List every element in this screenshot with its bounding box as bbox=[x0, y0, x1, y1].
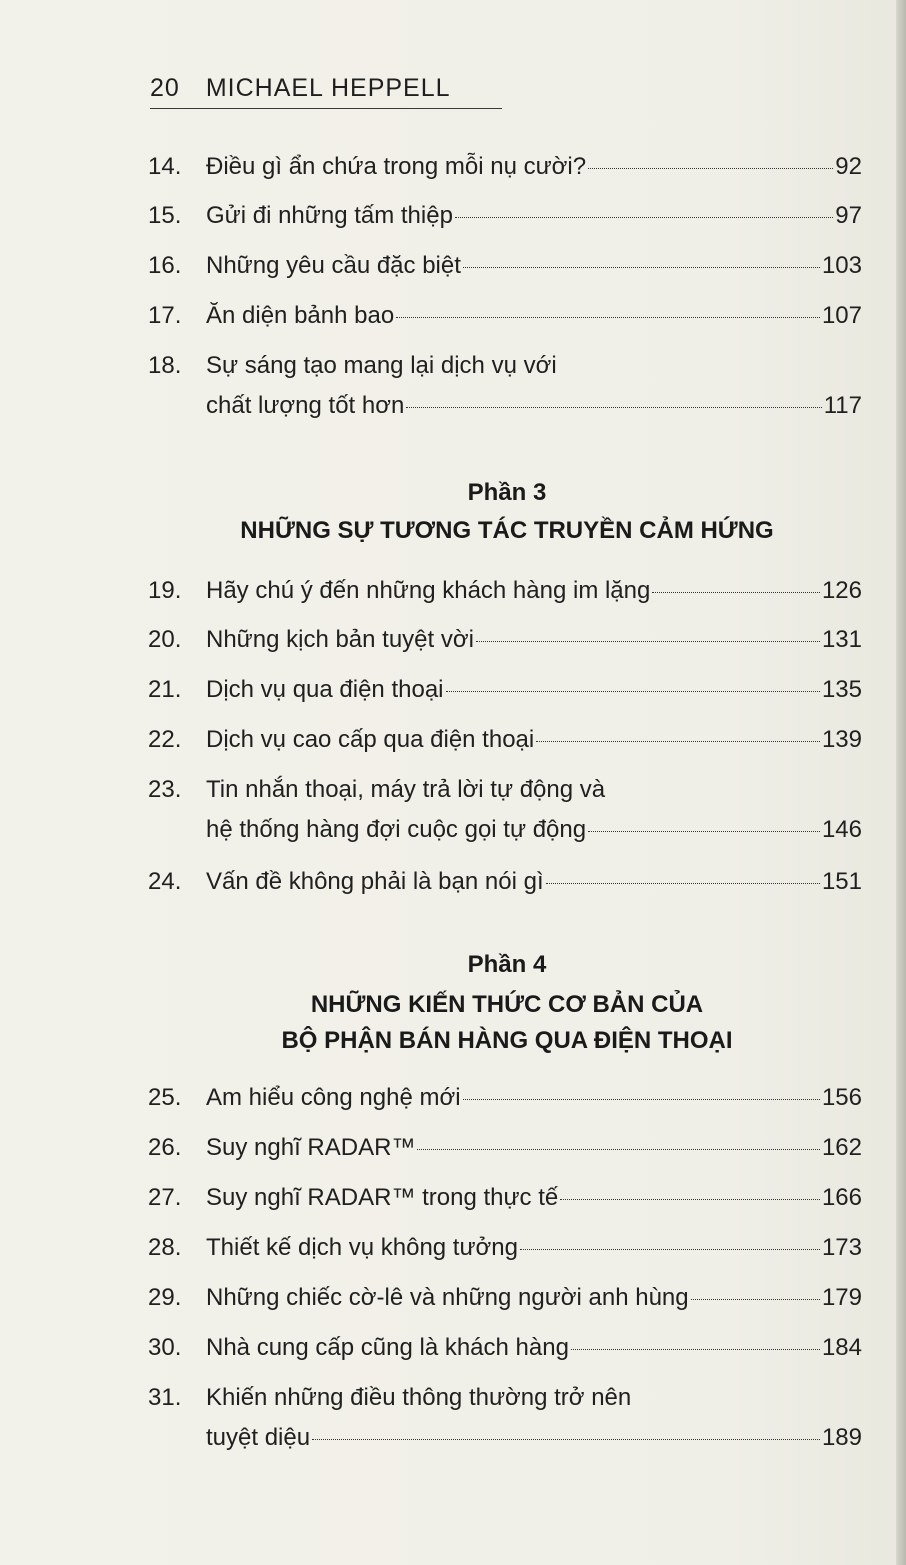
entry-page: 97 bbox=[835, 202, 862, 229]
dot-leader bbox=[536, 740, 820, 742]
entry-title: Điều gì ẩn chứa trong mỗi nụ cười? bbox=[206, 153, 587, 180]
entry-title-line-1: Sự sáng tạo mang lại dịch vụ với bbox=[206, 352, 557, 379]
entry-number: 25. bbox=[148, 1084, 182, 1111]
entry-page: 139 bbox=[821, 726, 862, 753]
entry-title: Những yêu cầu đặc biệt bbox=[206, 252, 461, 279]
page-number: 20 bbox=[150, 74, 180, 102]
dot-leader bbox=[312, 1438, 820, 1440]
entry-number: 24. bbox=[148, 868, 182, 895]
entry-number: 19. bbox=[148, 577, 182, 604]
entry-page: 184 bbox=[821, 1334, 862, 1361]
entry-title: Gửi đi những tấm thiệp bbox=[206, 202, 453, 229]
entry-page: 107 bbox=[821, 302, 862, 329]
entry-title: Vấn đề không phải là bạn nói gì bbox=[206, 868, 544, 895]
entry-title: Am hiểu công nghệ mới bbox=[206, 1084, 461, 1111]
entry-page: 146 bbox=[821, 816, 862, 843]
entry-number: 14. bbox=[148, 153, 182, 180]
page-edge bbox=[896, 0, 906, 1565]
dot-leader bbox=[546, 882, 820, 884]
entry-number: 21. bbox=[148, 676, 182, 703]
entry-page: 189 bbox=[821, 1424, 862, 1451]
dot-leader bbox=[417, 1148, 820, 1150]
entry-page: 135 bbox=[821, 676, 862, 703]
dot-leader bbox=[406, 406, 821, 408]
entry-page: 173 bbox=[821, 1234, 862, 1261]
entry-number: 31. bbox=[148, 1384, 182, 1411]
entry-page: 126 bbox=[821, 577, 862, 604]
entry-page: 156 bbox=[821, 1084, 862, 1111]
running-head bbox=[150, 74, 451, 103]
entry-page: 166 bbox=[821, 1184, 862, 1211]
dot-leader bbox=[588, 830, 820, 832]
dot-leader bbox=[588, 167, 833, 169]
entry-title: Thiết kế dịch vụ không tưởng bbox=[206, 1234, 518, 1261]
entry-title: Dịch vụ qua điện thoại bbox=[206, 676, 444, 703]
dot-leader bbox=[571, 1348, 820, 1350]
entry-title: Ăn diện bảnh bao bbox=[206, 302, 395, 329]
dot-leader bbox=[691, 1298, 820, 1300]
dot-leader bbox=[463, 266, 820, 268]
entry-title: hệ thống hàng đợi cuộc gọi tự động bbox=[206, 816, 587, 843]
entry-title: Hãy chú ý đến những khách hàng im lặng bbox=[206, 577, 651, 604]
entry-number: 29. bbox=[148, 1284, 182, 1311]
part-label: Phần 4 bbox=[467, 951, 547, 978]
entry-title: Suy nghĩ RADAR™ trong thực tế bbox=[206, 1184, 559, 1211]
author-name: MICHAEL HEPPELL bbox=[205, 74, 451, 102]
dot-leader bbox=[560, 1198, 820, 1200]
entry-page: 131 bbox=[821, 626, 862, 653]
part-title-line-1: NHỮNG KIẾN THỨC CƠ BẢN CỦA bbox=[310, 991, 704, 1018]
entry-page: 103 bbox=[821, 252, 862, 279]
dot-leader bbox=[476, 640, 820, 642]
entry-title: chất lượng tốt hơn bbox=[206, 392, 405, 419]
dot-leader bbox=[455, 216, 833, 218]
entry-title: Dịch vụ cao cấp qua điện thoại bbox=[206, 726, 535, 753]
dot-leader bbox=[396, 316, 820, 318]
entry-title: tuyệt diệu bbox=[206, 1424, 311, 1451]
dot-leader bbox=[446, 690, 820, 692]
entry-number: 22. bbox=[148, 726, 182, 753]
entry-title: Suy nghĩ RADAR™ bbox=[206, 1134, 416, 1161]
entry-title-line-1: Khiến những điều thông thường trở nên bbox=[206, 1384, 632, 1411]
entry-page: 162 bbox=[821, 1134, 862, 1161]
entry-number: 18. bbox=[148, 352, 182, 379]
dot-leader bbox=[463, 1098, 820, 1100]
entry-number: 17. bbox=[148, 302, 182, 329]
dot-leader bbox=[520, 1248, 820, 1250]
entry-number: 23. bbox=[148, 776, 182, 803]
entry-number: 15. bbox=[148, 202, 182, 229]
entry-number: 30. bbox=[148, 1334, 182, 1361]
entry-number: 20. bbox=[148, 626, 182, 653]
entry-number: 27. bbox=[148, 1184, 182, 1211]
part-title: NHỮNG SỰ TƯƠNG TÁC TRUYỀN CẢM HỨNG bbox=[240, 517, 774, 544]
header-rule bbox=[150, 108, 502, 109]
entry-page: 92 bbox=[835, 153, 862, 180]
entry-title: Những chiếc cờ-lê và những người anh hùng bbox=[206, 1284, 689, 1311]
part-title-line-2: BỘ PHẬN BÁN HÀNG QUA ĐIỆN THOẠI bbox=[281, 1027, 733, 1054]
entry-page: 151 bbox=[821, 868, 862, 895]
entry-page: 179 bbox=[821, 1284, 862, 1311]
entry-title-line-1: Tin nhắn thoại, máy trả lời tự động và bbox=[206, 776, 606, 803]
entry-number: 28. bbox=[148, 1234, 182, 1261]
part-label: Phần 3 bbox=[467, 479, 547, 506]
entry-title: Những kịch bản tuyệt vời bbox=[206, 626, 474, 653]
entry-title: Nhà cung cấp cũng là khách hàng bbox=[206, 1334, 569, 1361]
dot-leader bbox=[652, 591, 820, 593]
entry-number: 16. bbox=[148, 252, 182, 279]
entry-number: 26. bbox=[148, 1134, 182, 1161]
entry-page: 117 bbox=[823, 392, 862, 419]
